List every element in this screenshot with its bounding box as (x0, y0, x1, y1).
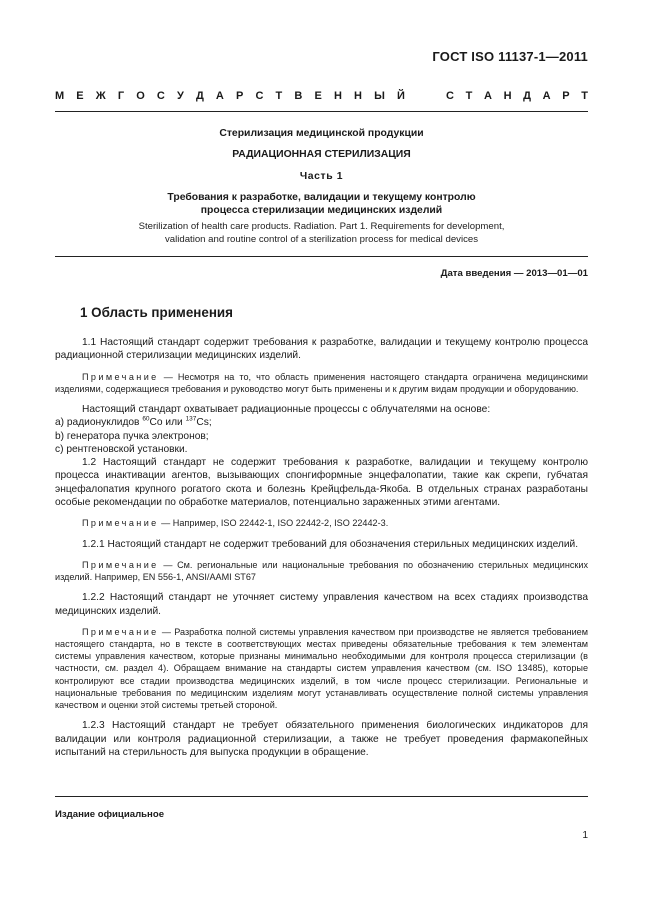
banner-letter: Т (465, 90, 473, 102)
banner-letter: С (156, 90, 165, 102)
title-subtitle: Требования к разработке, валидации и текущему контролю (167, 192, 476, 203)
note-label: Примечание (82, 518, 159, 529)
section-title: 1 Область применения (80, 305, 233, 320)
banner-letter: Н (354, 90, 362, 102)
paragraph: 1.2.1 Настоящий стандарт не содержит требований для обозначения стерильных медицинских изделий. (82, 538, 579, 550)
title-divider (55, 256, 588, 257)
paragraph: 1.1 Настоящий стандарт содержит требования к разработке, валидации и текущему контролю процесса радиационной стерилизации медицинских изделий. (55, 337, 588, 362)
banner-letter: Т (275, 90, 283, 102)
title-part: Часть 1 (299, 171, 344, 182)
paragraph: 1.2 Настоящий стандарт не содержит требования к разработке, валидации и текущему контролю процесса инактивации агентов, вызывающих спонгиформные энцефалопатии, такие как скрепи, губчатая энцефалопатия крупного рогатого скота и болезнь Крейцфельда-Якоба. В отдельных странах разработаны особые рекомендации по обработке материалов, потенциально зараженных этими агентами. (55, 457, 588, 509)
banner-letter: Д (195, 90, 204, 102)
banner-letter: А (483, 90, 492, 102)
isotope-mass: 137 (185, 415, 197, 423)
note-text: — Несмотря на то, что область применения настоящего стандарта ограничена медицинскими изделиями, содержащиеся требования и руководство могут быть применены и к другим видам продукции и оборудованию. (55, 371, 588, 394)
interstate-word (55, 90, 405, 102)
title-english-line: Sterilization of health care products. Radiation. Part 1. Requirements for development, (138, 221, 505, 232)
header-divider (55, 111, 588, 112)
interstate-standard-banner (55, 90, 588, 102)
banner-letter: Н (503, 90, 512, 102)
section-body (55, 336, 588, 759)
title-line: Стерилизация медицинской продукции (219, 128, 424, 139)
banner-letter: С (255, 90, 264, 102)
note (55, 517, 588, 529)
note-label: Примечание (82, 626, 159, 637)
list-text: Cs; (196, 417, 212, 429)
banner-letter: А (542, 90, 551, 102)
page-number: 1 (582, 830, 588, 841)
edition-label: Издание официальное (55, 809, 165, 820)
banner-letter: Р (562, 90, 570, 102)
standard-code: ГОСТ ISO 11137-1—2011 (432, 49, 588, 64)
paragraph: 1.2.3 Настоящий стандарт не требует обязательного применения биологических индикаторов для валидации или контроля радиационной стерилизации, а также не требует проведения фармакопейных испытаний на стерильность для выпуска продукции в обращение. (55, 720, 588, 758)
note-text: — См. региональные или национальные требования по обозначению стерильных медицинских изделий. Например, EN 556-1, ANSI/AAMI ST67 (55, 559, 588, 583)
isotope-mass: 60 (142, 415, 150, 423)
banner-letter: У (176, 90, 184, 102)
banner-letter: Д (523, 90, 531, 102)
banner-letter: Н (333, 90, 342, 102)
title-block (55, 127, 588, 246)
banner-letter: Е (76, 90, 84, 102)
banner-letter: А (215, 90, 224, 102)
banner-letter: Ж (95, 90, 106, 102)
banner-letter: С (446, 90, 454, 102)
list-text: a) радионуклидов (55, 417, 143, 429)
note (55, 559, 588, 583)
title-subtitle: процесса стерилизации медицинских изделий (200, 205, 443, 216)
banner-letter: Й (397, 90, 405, 102)
note (55, 626, 588, 711)
list-item: c) рентгеновской установки. (55, 443, 188, 455)
title-english-line: validation and routine control of a sterilization process for medical devices (164, 233, 479, 245)
footer-divider (55, 796, 588, 797)
note (55, 371, 588, 395)
banner-letter: Р (236, 90, 244, 102)
list-text: Co или (149, 417, 186, 429)
title-english (55, 221, 588, 246)
note-label: Примечание (82, 559, 159, 570)
banner-letter: М (55, 90, 65, 102)
note-label: Примечание (82, 371, 159, 382)
paragraph: Настоящий стандарт охватывает радиационные процессы с облучателями на основе: (82, 404, 491, 415)
title-main: РАДИАЦИОННАЯ СТЕРИЛИЗАЦИЯ (232, 149, 411, 160)
banner-letter: Т (581, 90, 588, 102)
list-item (55, 416, 588, 429)
banner-letter: Г (117, 90, 125, 102)
paragraph: 1.2.2 Настоящий стандарт не уточняет систему управления качеством на всех стадиях производства медицинских изделий. (55, 592, 588, 617)
banner-letter: Ы (374, 90, 385, 102)
introduction-date: Дата введения — 2013—01—01 (440, 268, 588, 279)
standard-word (446, 90, 588, 102)
note-text: — Разработка полной системы управления качеством при производстве не является требованием настоящего стандарта, но в тексте в соответствующих местах приведены обязательные требования к тем элементам системы управления качеством, которые признаны минимально необходимыми для контроля процесса стерилизации (в частности, см. раздел 4). Обращаем внимание на стандарты систем управления качеством (см. ISO 13485), которые контролируют все стадии производства медицинских изделий, в том числе процесс стерилизации. Региональные и национальные требования по медицинским изделиям могут устанавливать осуществление полной системы управления качеством и оценки этой системы третьей стороной. (55, 626, 588, 711)
list-item: b) генератора пучка электронов; (55, 430, 209, 442)
banner-letter: О (136, 90, 145, 102)
note-text: — Например, ISO 22442-1, ISO 22442-2, ISO 22442-3. (158, 518, 389, 529)
banner-letter: Е (314, 90, 322, 102)
banner-letter: В (294, 90, 303, 102)
